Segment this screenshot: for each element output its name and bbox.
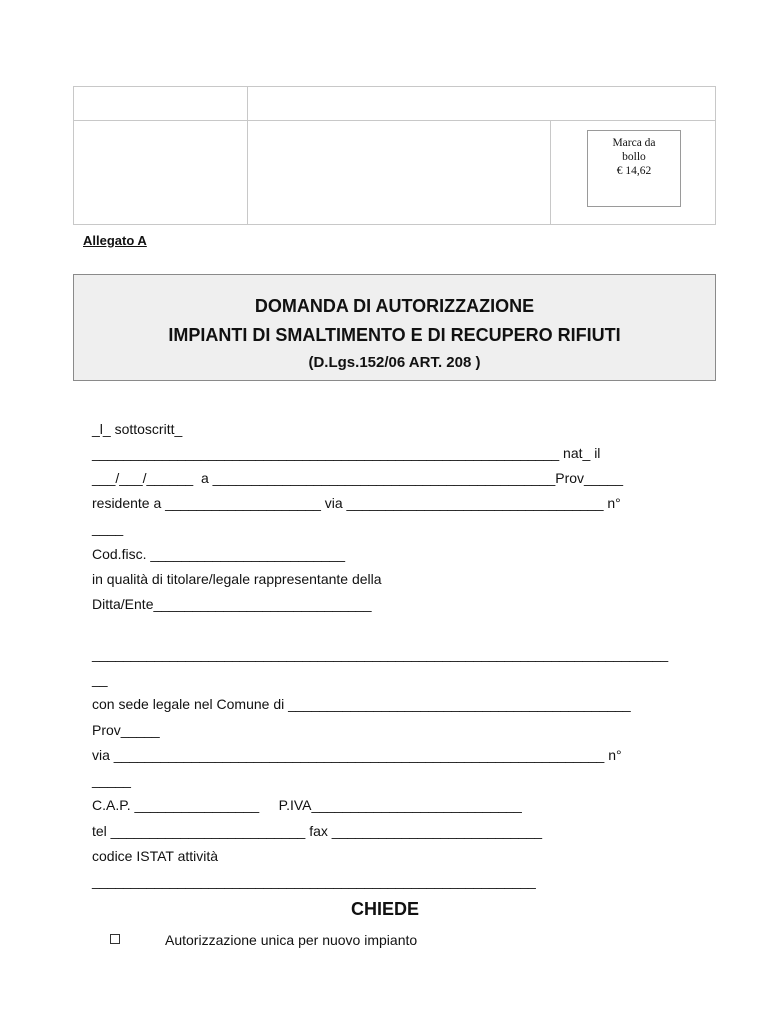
form-line-cap-vat[interactable]: C.A.P. ________________ P.IVA___________________________ [92,797,522,813]
form-line-residence[interactable]: residente a ____________________ via _________________________________ n° [92,495,621,511]
form-line-residence-number[interactable]: ____ [92,520,124,536]
option-label-new-plant: Autorizzazione unica per nuovo impianto [165,932,418,948]
form-line-street-number[interactable]: _____ [92,772,131,788]
form-line-role: in qualità di titolare/legale rappresentante della [92,571,382,587]
header-cell-top-right [247,86,716,121]
header-cell-top-left [73,86,248,121]
stamp-line-1: Marca da [612,137,656,149]
form-line-tel-fax[interactable]: tel _________________________ fax ___________________________ [92,823,543,839]
form-line-blank-continued[interactable]: __ [92,671,108,687]
form-line-company[interactable]: Ditta/Ente____________________________ [92,596,372,612]
form-line-blank[interactable]: __________________________________________________________________________ [92,646,669,662]
title-box [73,274,716,381]
form-line-istat-label: codice ISTAT attività [92,848,219,864]
document-subtitle: IMPIANTI DI SMALTIMENTO E DI RECUPERO RIFIUTI [168,325,621,345]
legal-reference: (D.Lgs.152/06 ART. 208 ) [308,354,481,371]
form-line-province[interactable]: Prov_____ [92,722,160,738]
stamp-line-2: bollo [622,151,646,163]
stamp-line-3: € 14,62 [616,165,652,177]
header-cell-bottom-left [73,120,248,225]
document-title: DOMANDA DI AUTORIZZAZIONE [254,296,535,316]
attachment-label: Allegato A [83,233,147,248]
request-heading: CHIEDE [350,899,419,919]
form-line-birthdate-place[interactable]: ___/___/______ a ____________________________________________Prov_____ [92,470,623,486]
form-line-street[interactable]: via _______________________________________________________________ n° [92,747,622,763]
form-line-istat-field[interactable]: _________________________________________________________ [92,873,536,889]
form-line-legal-seat[interactable]: con sede legale nel Comune di ____________________________________________ [92,696,631,712]
form-line-name-born[interactable]: ____________________________________________________________ nat_ il [92,445,601,461]
form-line-subscriber: _l_ sottoscritt_ [92,421,183,437]
header-cell-bottom-middle [247,120,551,225]
checkbox-new-plant[interactable] [110,934,120,944]
revenue-stamp-box [587,130,681,207]
form-line-fiscal-code[interactable]: Cod.fisc. _________________________ [92,546,346,562]
